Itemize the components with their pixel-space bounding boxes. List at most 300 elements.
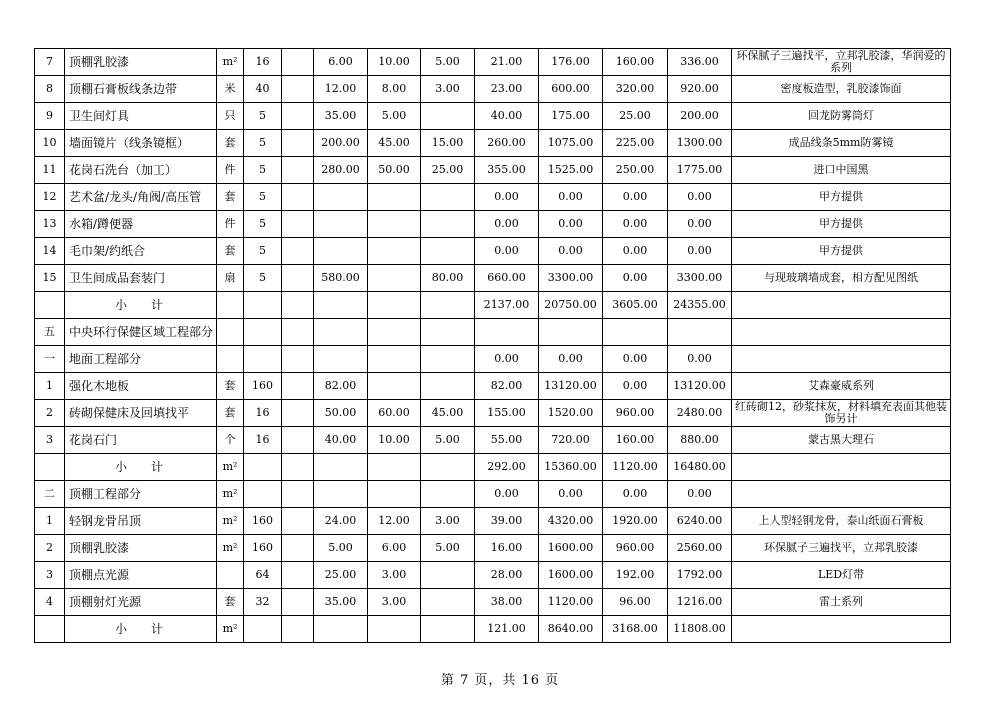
cell-c11: 0.00 xyxy=(603,346,668,373)
cell-c12: 336.00 xyxy=(668,49,732,76)
cell-unit: m² xyxy=(217,535,244,562)
cell-c10: 1075.00 xyxy=(539,130,603,157)
cell-c9: 660.00 xyxy=(475,265,539,292)
cell-c5 xyxy=(282,130,314,157)
cell-c8: 3.00 xyxy=(421,76,475,103)
cell-c12: 1216.00 xyxy=(668,589,732,616)
cell-unit xyxy=(217,319,244,346)
cell-c8: 25.00 xyxy=(421,157,475,184)
cell-c11: 3605.00 xyxy=(603,292,668,319)
cell-c8: 5.00 xyxy=(421,49,475,76)
cell-c8 xyxy=(421,616,475,643)
cell-unit: 套 xyxy=(217,400,244,427)
cell-c7 xyxy=(368,346,421,373)
cell-c10: 720.00 xyxy=(539,427,603,454)
cell-c8 xyxy=(421,184,475,211)
cell-c9: 121.00 xyxy=(475,616,539,643)
cell-unit: m² xyxy=(217,616,244,643)
cell-note: 密度板造型，乳胶漆饰面 xyxy=(732,76,951,103)
cell-c9: 38.00 xyxy=(475,589,539,616)
cell-c8 xyxy=(421,454,475,481)
cell-c7 xyxy=(368,454,421,481)
cell-c9: 28.00 xyxy=(475,562,539,589)
cell-c11: 250.00 xyxy=(603,157,668,184)
cell-c5 xyxy=(282,76,314,103)
cell-c7: 6.00 xyxy=(368,535,421,562)
cell-qty xyxy=(244,454,282,481)
cell-c11: 960.00 xyxy=(603,535,668,562)
cell-c8: 15.00 xyxy=(421,130,475,157)
cell-c11: 0.00 xyxy=(603,184,668,211)
cell-c10: 0.00 xyxy=(539,211,603,238)
cell-no: 1 xyxy=(35,508,65,535)
cell-c11: 1120.00 xyxy=(603,454,668,481)
cell-c12: 200.00 xyxy=(668,103,732,130)
cell-c11: 0.00 xyxy=(603,238,668,265)
cell-c12: 1775.00 xyxy=(668,157,732,184)
cell-unit: 只 xyxy=(217,103,244,130)
cell-no: 五 xyxy=(35,319,65,346)
cell-c7: 12.00 xyxy=(368,508,421,535)
cell-c6 xyxy=(314,184,368,211)
cell-note: 艾森豪威系列 xyxy=(732,373,951,400)
cell-c10: 1525.00 xyxy=(539,157,603,184)
cell-c8 xyxy=(421,238,475,265)
table-row xyxy=(35,184,951,211)
cell-no xyxy=(35,616,65,643)
cell-name: 墙面镜片（线条镜框） xyxy=(65,130,217,157)
cell-qty: 5 xyxy=(244,184,282,211)
cell-note: 环保腻子三遍找平，立邦乳胶漆，华润爱的系列 xyxy=(732,49,951,76)
cell-no: 15 xyxy=(35,265,65,292)
cell-no: 2 xyxy=(35,400,65,427)
cell-note: 成品线条5mm防雾镜 xyxy=(732,130,951,157)
cell-no: 7 xyxy=(35,49,65,76)
cell-name: 地面工程部分 xyxy=(65,346,217,373)
cell-c6 xyxy=(314,319,368,346)
cell-note: 回龙防雾筒灯 xyxy=(732,103,951,130)
table-row xyxy=(35,373,951,400)
table-row xyxy=(35,157,951,184)
cell-c11: 96.00 xyxy=(603,589,668,616)
cell-unit xyxy=(217,292,244,319)
cell-c9: 16.00 xyxy=(475,535,539,562)
cell-no: 3 xyxy=(35,562,65,589)
cell-name: 小计 xyxy=(65,454,217,481)
cell-c5 xyxy=(282,184,314,211)
cell-no: 1 xyxy=(35,373,65,400)
cell-c5 xyxy=(282,346,314,373)
cell-c7 xyxy=(368,238,421,265)
page-footer: 第 7 页，共 16 页 xyxy=(440,673,560,688)
cell-c12: 1300.00 xyxy=(668,130,732,157)
cell-qty: 32 xyxy=(244,589,282,616)
cell-c5 xyxy=(282,616,314,643)
cell-no: 10 xyxy=(35,130,65,157)
cell-qty: 16 xyxy=(244,49,282,76)
cell-c12: 0.00 xyxy=(668,238,732,265)
cell-c6: 280.00 xyxy=(314,157,368,184)
cell-c7 xyxy=(368,265,421,292)
cell-c5 xyxy=(282,103,314,130)
table-row xyxy=(35,589,951,616)
cell-c9: 0.00 xyxy=(475,346,539,373)
cell-note xyxy=(732,616,951,643)
cell-c7 xyxy=(368,184,421,211)
cell-qty: 64 xyxy=(244,562,282,589)
cell-c12: 13120.00 xyxy=(668,373,732,400)
table-row xyxy=(35,400,951,427)
cell-c7 xyxy=(368,481,421,508)
cell-c6 xyxy=(314,292,368,319)
cell-c12: 0.00 xyxy=(668,346,732,373)
cell-c11: 25.00 xyxy=(603,103,668,130)
cell-c5 xyxy=(282,562,314,589)
cell-c8: 80.00 xyxy=(421,265,475,292)
cell-c7 xyxy=(368,211,421,238)
cell-unit: m² xyxy=(217,49,244,76)
cell-qty: 160 xyxy=(244,508,282,535)
cell-c10: 0.00 xyxy=(539,238,603,265)
cell-no: 13 xyxy=(35,211,65,238)
cell-c9: 55.00 xyxy=(475,427,539,454)
cell-c6 xyxy=(314,346,368,373)
cell-name: 强化木地板 xyxy=(65,373,217,400)
cell-c8: 45.00 xyxy=(421,400,475,427)
cell-c9: 155.00 xyxy=(475,400,539,427)
cell-c7: 60.00 xyxy=(368,400,421,427)
cell-no: 12 xyxy=(35,184,65,211)
cell-c5 xyxy=(282,589,314,616)
cell-c6 xyxy=(314,211,368,238)
cell-name: 砖砌保健床及回填找平 xyxy=(65,400,217,427)
cell-c6 xyxy=(314,238,368,265)
cell-name: 毛巾架/约纸合 xyxy=(65,238,217,265)
cell-c9: 0.00 xyxy=(475,211,539,238)
cell-no: 二 xyxy=(35,481,65,508)
cell-c11: 0.00 xyxy=(603,373,668,400)
cell-note: 与现玻璃墙成套，相方配见图纸 xyxy=(732,265,951,292)
cell-c7: 45.00 xyxy=(368,130,421,157)
cell-no xyxy=(35,454,65,481)
cell-c6: 580.00 xyxy=(314,265,368,292)
cell-c10: 1600.00 xyxy=(539,562,603,589)
cell-qty: 160 xyxy=(244,535,282,562)
cell-no: 9 xyxy=(35,103,65,130)
cell-unit: 套 xyxy=(217,373,244,400)
table-row xyxy=(35,562,951,589)
cell-qty: 5 xyxy=(244,103,282,130)
cell-c5 xyxy=(282,292,314,319)
cell-note: 上人型轻钢龙骨，泰山纸面石膏板 xyxy=(732,508,951,535)
cell-c5 xyxy=(282,454,314,481)
cell-c9: 0.00 xyxy=(475,184,539,211)
cell-c12: 16480.00 xyxy=(668,454,732,481)
subtotal-row xyxy=(35,454,951,481)
cell-name: 卫生间灯具 xyxy=(65,103,217,130)
cell-c5 xyxy=(282,211,314,238)
cell-c9: 40.00 xyxy=(475,103,539,130)
cell-c9: 292.00 xyxy=(475,454,539,481)
cell-c12: 2560.00 xyxy=(668,535,732,562)
table-row xyxy=(35,508,951,535)
cell-c8 xyxy=(421,562,475,589)
cell-note xyxy=(732,319,951,346)
cell-c7: 8.00 xyxy=(368,76,421,103)
cell-c10 xyxy=(539,319,603,346)
cell-name: 顶棚乳胶漆 xyxy=(65,535,217,562)
cell-unit xyxy=(217,346,244,373)
cell-c7: 50.00 xyxy=(368,157,421,184)
cell-c9: 21.00 xyxy=(475,49,539,76)
subtotal-row xyxy=(35,616,951,643)
cell-c5 xyxy=(282,427,314,454)
cell-qty: 5 xyxy=(244,130,282,157)
cell-c12: 920.00 xyxy=(668,76,732,103)
cell-c8 xyxy=(421,103,475,130)
cell-qty: 5 xyxy=(244,238,282,265)
cell-c10: 1120.00 xyxy=(539,589,603,616)
cell-c7: 10.00 xyxy=(368,427,421,454)
cell-c5 xyxy=(282,481,314,508)
cell-note: 红砖砌12，砂浆抹灰，材料填充表面其他装饰另计 xyxy=(732,400,951,427)
table-row xyxy=(35,103,951,130)
cell-c10: 3300.00 xyxy=(539,265,603,292)
cell-name: 中央环行保健区域工程部分 xyxy=(65,319,217,346)
table-row xyxy=(35,130,951,157)
cell-name: 花岗石门 xyxy=(65,427,217,454)
table-row xyxy=(35,481,951,508)
cell-c12: 1792.00 xyxy=(668,562,732,589)
cell-note: 雷士系列 xyxy=(732,589,951,616)
cell-note: 蒙古黑大理石 xyxy=(732,427,951,454)
cell-c7 xyxy=(368,373,421,400)
cell-note xyxy=(732,346,951,373)
cell-c7 xyxy=(368,292,421,319)
cell-c11: 0.00 xyxy=(603,211,668,238)
cell-note: 甲方提供 xyxy=(732,184,951,211)
cell-qty: 40 xyxy=(244,76,282,103)
cell-unit: 套 xyxy=(217,589,244,616)
cell-c6 xyxy=(314,454,368,481)
cell-c6: 25.00 xyxy=(314,562,368,589)
cell-c8 xyxy=(421,346,475,373)
cell-name: 艺术盆/龙头/角阀/高压管 xyxy=(65,184,217,211)
cell-unit: m² xyxy=(217,454,244,481)
cell-note: 进口中国黑 xyxy=(732,157,951,184)
cell-c10: 176.00 xyxy=(539,49,603,76)
cell-c12: 24355.00 xyxy=(668,292,732,319)
cell-c9: 82.00 xyxy=(475,373,539,400)
cell-qty: 5 xyxy=(244,211,282,238)
cell-c6: 35.00 xyxy=(314,589,368,616)
cell-qty xyxy=(244,481,282,508)
cell-qty xyxy=(244,292,282,319)
cell-c9: 355.00 xyxy=(475,157,539,184)
cell-c12: 2480.00 xyxy=(668,400,732,427)
cell-qty: 5 xyxy=(244,157,282,184)
table-row xyxy=(35,535,951,562)
cell-unit: 扇 xyxy=(217,265,244,292)
cell-name: 轻钢龙骨吊顶 xyxy=(65,508,217,535)
cell-qty: 5 xyxy=(244,265,282,292)
cell-c11: 320.00 xyxy=(603,76,668,103)
cell-c8 xyxy=(421,211,475,238)
cell-c10: 0.00 xyxy=(539,346,603,373)
cell-c12: 0.00 xyxy=(668,481,732,508)
cell-note: LED灯带 xyxy=(732,562,951,589)
cell-c8: 3.00 xyxy=(421,508,475,535)
cell-no: 2 xyxy=(35,535,65,562)
cell-unit: 米 xyxy=(217,76,244,103)
cell-c5 xyxy=(282,238,314,265)
cell-c11: 160.00 xyxy=(603,427,668,454)
cell-c6: 12.00 xyxy=(314,76,368,103)
cell-c10: 600.00 xyxy=(539,76,603,103)
table-row xyxy=(35,238,951,265)
cell-c12: 3300.00 xyxy=(668,265,732,292)
cell-c10: 15360.00 xyxy=(539,454,603,481)
cell-c8 xyxy=(421,292,475,319)
cell-c9 xyxy=(475,319,539,346)
cell-c11: 3168.00 xyxy=(603,616,668,643)
cell-name: 卫生间成品套装门 xyxy=(65,265,217,292)
cell-no: 14 xyxy=(35,238,65,265)
cell-c6 xyxy=(314,481,368,508)
cell-c9: 0.00 xyxy=(475,238,539,265)
cell-unit: m² xyxy=(217,481,244,508)
cell-c11: 0.00 xyxy=(603,265,668,292)
cell-name: 水箱/蹲便器 xyxy=(65,211,217,238)
cell-no: 8 xyxy=(35,76,65,103)
cell-c5 xyxy=(282,319,314,346)
cell-c6: 5.00 xyxy=(314,535,368,562)
table-row xyxy=(35,427,951,454)
cell-name: 小计 xyxy=(65,292,217,319)
subtotal-row xyxy=(35,292,951,319)
cell-qty: 16 xyxy=(244,400,282,427)
cell-c5 xyxy=(282,157,314,184)
cell-c12: 0.00 xyxy=(668,184,732,211)
cell-c9: 260.00 xyxy=(475,130,539,157)
cell-c10: 4320.00 xyxy=(539,508,603,535)
cell-c6: 35.00 xyxy=(314,103,368,130)
cell-no: 3 xyxy=(35,427,65,454)
cell-c5 xyxy=(282,400,314,427)
cell-c12: 6240.00 xyxy=(668,508,732,535)
cell-c6 xyxy=(314,616,368,643)
cell-unit: 件 xyxy=(217,211,244,238)
cell-qty: 16 xyxy=(244,427,282,454)
cell-c12: 880.00 xyxy=(668,427,732,454)
cell-note xyxy=(732,454,951,481)
cell-name: 顶棚射灯光源 xyxy=(65,589,217,616)
cell-c10: 0.00 xyxy=(539,481,603,508)
cell-unit: 套 xyxy=(217,238,244,265)
cell-c11: 160.00 xyxy=(603,49,668,76)
cell-qty xyxy=(244,616,282,643)
cell-c7: 3.00 xyxy=(368,562,421,589)
cell-unit: 个 xyxy=(217,427,244,454)
cell-c7: 5.00 xyxy=(368,103,421,130)
cell-c7: 10.00 xyxy=(368,49,421,76)
cell-name: 花岗石洗台（加工） xyxy=(65,157,217,184)
cell-name: 顶棚乳胶漆 xyxy=(65,49,217,76)
cell-qty xyxy=(244,319,282,346)
cell-unit: m² xyxy=(217,508,244,535)
cell-c5 xyxy=(282,49,314,76)
cell-c10: 13120.00 xyxy=(539,373,603,400)
cell-note: 甲方提供 xyxy=(732,211,951,238)
cell-qty xyxy=(244,346,282,373)
cell-c12: 0.00 xyxy=(668,211,732,238)
cell-c10: 20750.00 xyxy=(539,292,603,319)
cell-name: 顶棚石膏板线条边带 xyxy=(65,76,217,103)
cell-c6: 6.00 xyxy=(314,49,368,76)
cell-c11: 960.00 xyxy=(603,400,668,427)
cell-c6: 50.00 xyxy=(314,400,368,427)
cell-c10: 0.00 xyxy=(539,184,603,211)
cell-unit: 套 xyxy=(217,130,244,157)
cell-qty: 160 xyxy=(244,373,282,400)
cell-c12: 11808.00 xyxy=(668,616,732,643)
cell-name: 小计 xyxy=(65,616,217,643)
cell-c10: 1600.00 xyxy=(539,535,603,562)
cell-c9: 39.00 xyxy=(475,508,539,535)
cell-c11: 225.00 xyxy=(603,130,668,157)
cell-c8 xyxy=(421,319,475,346)
cell-c8 xyxy=(421,373,475,400)
cell-c11: 0.00 xyxy=(603,481,668,508)
cell-note xyxy=(732,292,951,319)
cell-note: 环保腻子三遍找平，立邦乳胶漆 xyxy=(732,535,951,562)
cell-c11: 1920.00 xyxy=(603,508,668,535)
table-row xyxy=(35,265,951,292)
cell-c10: 175.00 xyxy=(539,103,603,130)
table-row xyxy=(35,346,951,373)
cell-c9: 23.00 xyxy=(475,76,539,103)
cell-c10: 1520.00 xyxy=(539,400,603,427)
cell-c7 xyxy=(368,616,421,643)
cell-c7: 3.00 xyxy=(368,589,421,616)
cell-c9: 0.00 xyxy=(475,481,539,508)
cell-unit: 件 xyxy=(217,157,244,184)
cell-c8 xyxy=(421,481,475,508)
cell-c6: 82.00 xyxy=(314,373,368,400)
table-row xyxy=(35,76,951,103)
cell-no xyxy=(35,292,65,319)
cell-unit xyxy=(217,562,244,589)
cell-name: 顶棚点光源 xyxy=(65,562,217,589)
table-row xyxy=(35,49,951,76)
cell-c8 xyxy=(421,589,475,616)
cell-name: 顶棚工程部分 xyxy=(65,481,217,508)
table-row xyxy=(35,211,951,238)
cell-c8: 5.00 xyxy=(421,427,475,454)
cell-unit: 套 xyxy=(217,184,244,211)
cell-c5 xyxy=(282,373,314,400)
cell-c6: 200.00 xyxy=(314,130,368,157)
cell-c8: 5.00 xyxy=(421,535,475,562)
cell-c12 xyxy=(668,319,732,346)
quote-table xyxy=(34,48,951,643)
cell-c7 xyxy=(368,319,421,346)
cell-c11 xyxy=(603,319,668,346)
table-row xyxy=(35,319,951,346)
cell-c9: 2137.00 xyxy=(475,292,539,319)
cell-c5 xyxy=(282,535,314,562)
cell-no: 4 xyxy=(35,589,65,616)
